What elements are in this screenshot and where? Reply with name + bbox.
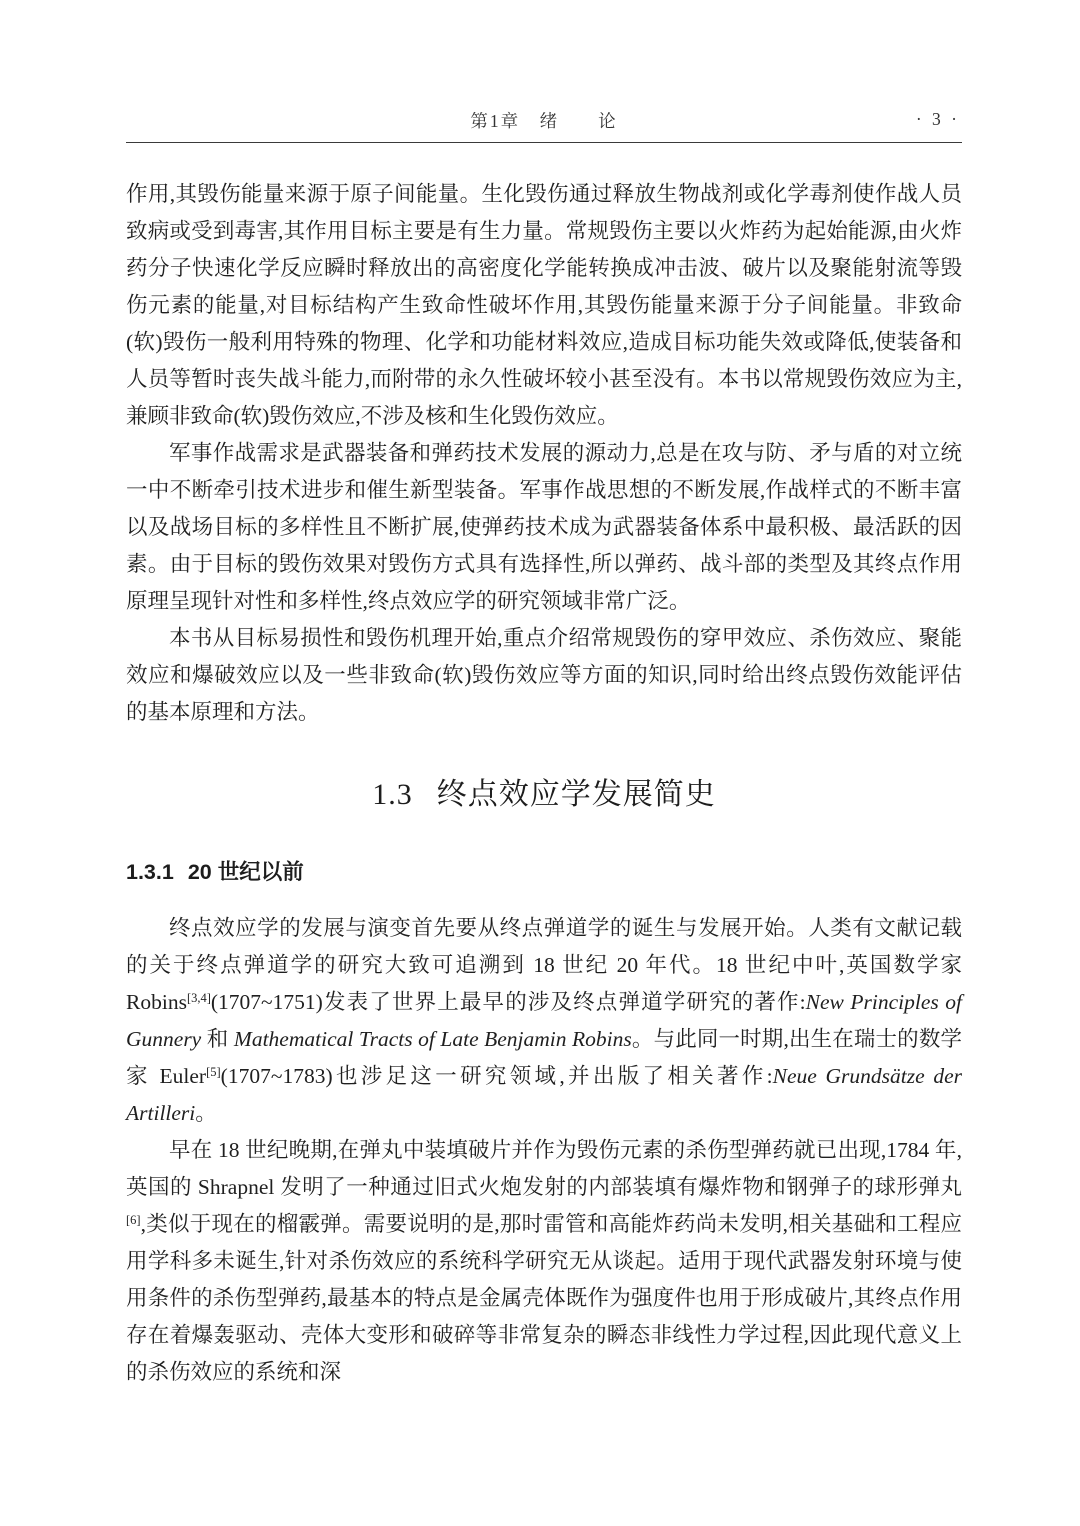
header-rule <box>126 142 962 143</box>
section-heading <box>126 769 962 813</box>
book-title: New Principles of Gunnery <box>126 990 962 1051</box>
body-text <box>126 176 962 1391</box>
paragraph <box>126 176 962 435</box>
text-run: 终点效应学的发展与演变首先要从终点弹道学的诞生与发展开始。人类有文献记载的关于终点弹道学的研究大致可追溯到 18 世纪 20 年代。18 世纪中叶,英国数学家 Robins <box>126 916 962 1014</box>
section-number: 1.3 <box>372 778 413 811</box>
text-run: ,类似于现在的榴霰弹。需要说明的是,那时雷管和高能炸药尚未发明,相关基础和工程应用学科多未诞生,针对杀伤效应的系统科学研究无从谈起。适用于现代武器发射环境与使用条件的杀伤型弹药,最基本的特点是金属壳体既作为强度件也用于形成破片,其终点作用存在着爆轰驱动、壳体大变形和破碎等非常复杂的瞬态非线性力学过程,因此现代意义上的杀伤效应的系统和深 <box>126 1212 962 1384</box>
citation-superscript: [5] <box>206 1065 221 1079</box>
page-number: · 3 · <box>915 109 960 129</box>
section-title: 终点效应学发展简史 <box>436 778 716 811</box>
text-run: 早在 18 世纪晚期,在弹丸中装填破片并作为毁伤元素的杀伤型弹药就已出现,1784 年,英国的 Shrapnel 发明了一种通过旧式火炮发射的内部装填有爆炸物和钢弹子的球形弹丸 <box>126 1138 962 1199</box>
text-run: 本书从目标易损性和毁伤机理开始,重点介绍常规毁伤的穿甲效应、杀伤效应、聚能效应和爆破效应以及一些非致命(软)毁伤效应等方面的知识,同时给出终点毁伤效能评估的基本原理和方法。 <box>126 626 962 724</box>
citation-superscript: [6] <box>126 1213 141 1227</box>
text-run: (1707~1783)也涉足这一研究领域,并出版了相关著作: <box>220 1064 773 1088</box>
paragraph <box>126 1132 962 1391</box>
citation-superscript: [3,4] <box>186 991 211 1005</box>
paragraph <box>126 435 962 620</box>
paragraph <box>126 910 962 1132</box>
text-run: 军事作战需求是武器装备和弹药技术发展的源动力,总是在攻与防、矛与盾的对立统一中不断牵引技术进步和催生新型装备。军事作战思想的不断发展,作战样式的不断丰富以及战场目标的多样性且不断扩展,使弹药技术成为武器装备体系中最积极、最活跃的因素。由于目标的毁伤效果对毁伤方式具有选择性,所以弹药、战斗部的类型及其终点作用原理呈现针对性和多样性,终点效应学的研究领域非常广泛。 <box>126 441 962 613</box>
subsection-title: 20 世纪以前 <box>187 860 304 884</box>
book-title: Neue Grundsätze der Artilleri <box>126 1064 963 1125</box>
paragraph <box>126 620 962 731</box>
text-run: 和 <box>201 1027 234 1051</box>
text-run: 。 <box>195 1101 217 1125</box>
subsection-number: 1.3.1 <box>126 860 174 884</box>
page-header <box>126 108 962 136</box>
text-run: 。与此同一时期,出生在瑞士的数学家 Euler <box>126 1027 962 1088</box>
book-title: Mathematical Tracts of Late Benjamin Robins <box>233 1027 632 1051</box>
text-run: 作用,其毁伤能量来源于原子间能量。生化毁伤通过释放生物战剂或化学毒剂使作战人员致病或受到毒害,其作用目标主要是有生力量。常规毁伤主要以火炸药为起始能源,由火炸药分子快速化学反应瞬时释放出的高密度化学能转换成冲击波、破片以及聚能射流等毁伤元素的能量,对目标结构产生致命性破坏作用,其毁伤能量来源于分子间能量。非致命(软)毁伤一般利用特殊的物理、化学和功能材料效应,造成目标功能失效或降低,使装备和人员等暂时丧失战斗能力,而附带的永久性破坏较小甚至没有。本书以常规毁伤效应为主,兼顾非致命(软)毁伤效应,不涉及核和生化毁伤效应。 <box>126 182 962 428</box>
running-chapter-title: 第1章 绪 论 <box>470 111 618 131</box>
subsection-heading <box>126 855 962 886</box>
text-run: (1707~1751)发表了世界上最早的涉及终点弹道学研究的著作: <box>210 990 806 1014</box>
